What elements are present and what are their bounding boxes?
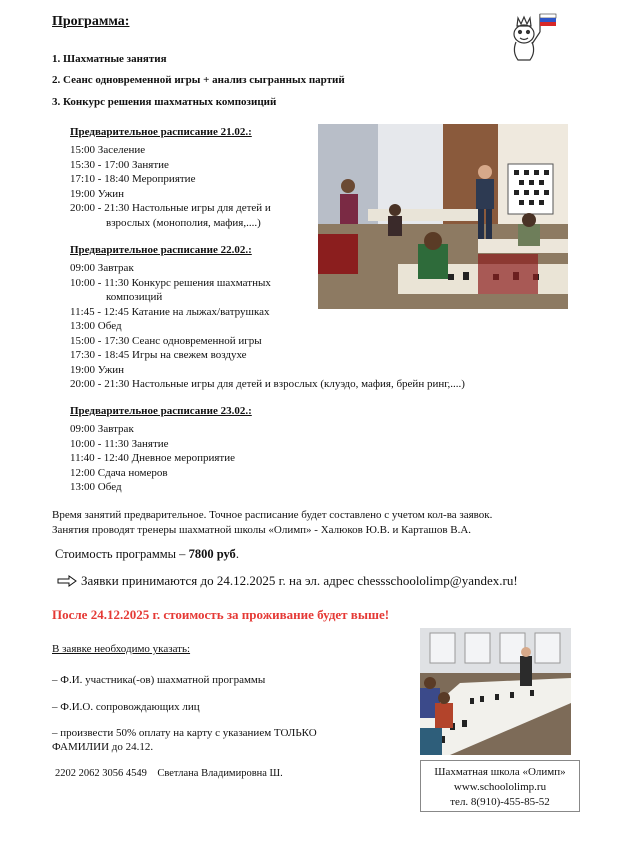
price-label: Стоимость программы – — [55, 547, 189, 561]
schedule-header-day3: Предварительное расписание 23.02.: — [70, 405, 252, 417]
schedule-line: 15:00 - 17:30 Сеанс одновременной игры — [70, 334, 262, 347]
schedule-line: 20:00 - 21:30 Настольные игры для детей и — [70, 202, 271, 214]
schedule-line: 20:00 - 21:30 Настольные игры для детей и взрослых (клуэдо, мафия, брейн ринг,....) — [70, 378, 465, 390]
mascot-logo — [500, 10, 564, 66]
schedule-line: 17:30 - 18:45 Игры на свежем воздухе — [70, 349, 247, 361]
schedule-line: 13:00 Обед — [70, 320, 122, 332]
schedule-line: 15:00 Заселение — [70, 144, 146, 156]
school-name: Шахматная школа «Олимп» — [434, 766, 566, 778]
price-value: 7800 руб — [188, 547, 236, 561]
schedule-line: 15:30 - 17:00 Занятие — [70, 158, 169, 171]
card-number: 2202 2062 3056 4549 Светлана Владимировна Ш. — [55, 768, 283, 779]
contact-box — [420, 760, 580, 812]
schedule-line: 12:00 Сдача номеров — [70, 466, 168, 479]
program-price: Стоимость программы – 7800 руб. — [55, 547, 239, 561]
school-phone: тел. 8(910)-455-85-52 — [450, 796, 550, 808]
schedule-line: 11:40 - 12:40 Дневное мероприятие — [70, 452, 235, 464]
schedule-line: 10:00 - 11:30 Конкурс решения шахматных — [70, 276, 271, 289]
requirement-item: – Ф.И. участника(-ов) шахматной программы — [52, 674, 266, 686]
schedule-line: композиций — [106, 291, 163, 303]
schedule-header-day2: Предварительное расписание 22.02.: — [70, 244, 252, 256]
requirement-item: ФАМИЛИИ до 24.12. — [52, 741, 154, 753]
schedule-line: взрослых (монополия, мафия,....) — [106, 216, 261, 229]
requirements-header: В заявке необходимо указать: — [52, 643, 191, 655]
schedule-line: 11:45 - 12:45 Катание на лыжах/ватрушках — [70, 305, 270, 318]
deadline-text: Заявки принимаются до 24.12.2025 г. на эл. адрес chessschoololimp@yandex.ru! — [81, 573, 518, 588]
schedule-line: 17:10 - 18:40 Мероприятие — [70, 173, 196, 185]
schedule-line: 13:00 Обед — [70, 481, 122, 493]
right-arrow-icon — [57, 575, 77, 587]
program-item: 2. Сеанс одновременной игры + анализ сыгранных партий — [52, 74, 345, 86]
price-warning: После 24.12.2025 г. стоимость за проживание будет выше! — [52, 607, 390, 622]
requirement-item: – Ф.И.О. сопровождающих лиц — [52, 701, 200, 713]
program-item: 3. Конкурс решения шахматных композиций — [52, 96, 277, 108]
schedule-line: 09:00 Завтрак — [70, 423, 134, 435]
schedule-note: Время занятий предварительное. Точное расписание будет составлено с учетом кол-ва заявок. — [52, 509, 493, 521]
simul-game-photo — [420, 628, 571, 755]
schedule-header-day1: Предварительное расписание 21.02.: — [70, 126, 252, 138]
school-website[interactable]: www.schoololimp.ru — [453, 781, 547, 793]
trainers-note: Занятия проводят тренеры шахматной школы «Олимп» - Халюков Ю.В. и Карташов В.А. — [52, 524, 472, 536]
schedule-line: 09:00 Завтрак — [70, 262, 134, 274]
program-item: 1. Шахматные занятия — [52, 53, 167, 65]
program-title: Программа: — [52, 14, 130, 29]
classroom-photo — [318, 124, 568, 309]
schedule-line: 19:00 Ужин — [70, 363, 125, 376]
schedule-line: 19:00 Ужин — [70, 187, 125, 200]
schedule-line: 10:00 - 11:30 Занятие — [70, 437, 169, 450]
application-deadline — [57, 573, 518, 589]
requirement-item: – произвести 50% оплату на карту с указанием ТОЛЬКО — [52, 727, 317, 739]
